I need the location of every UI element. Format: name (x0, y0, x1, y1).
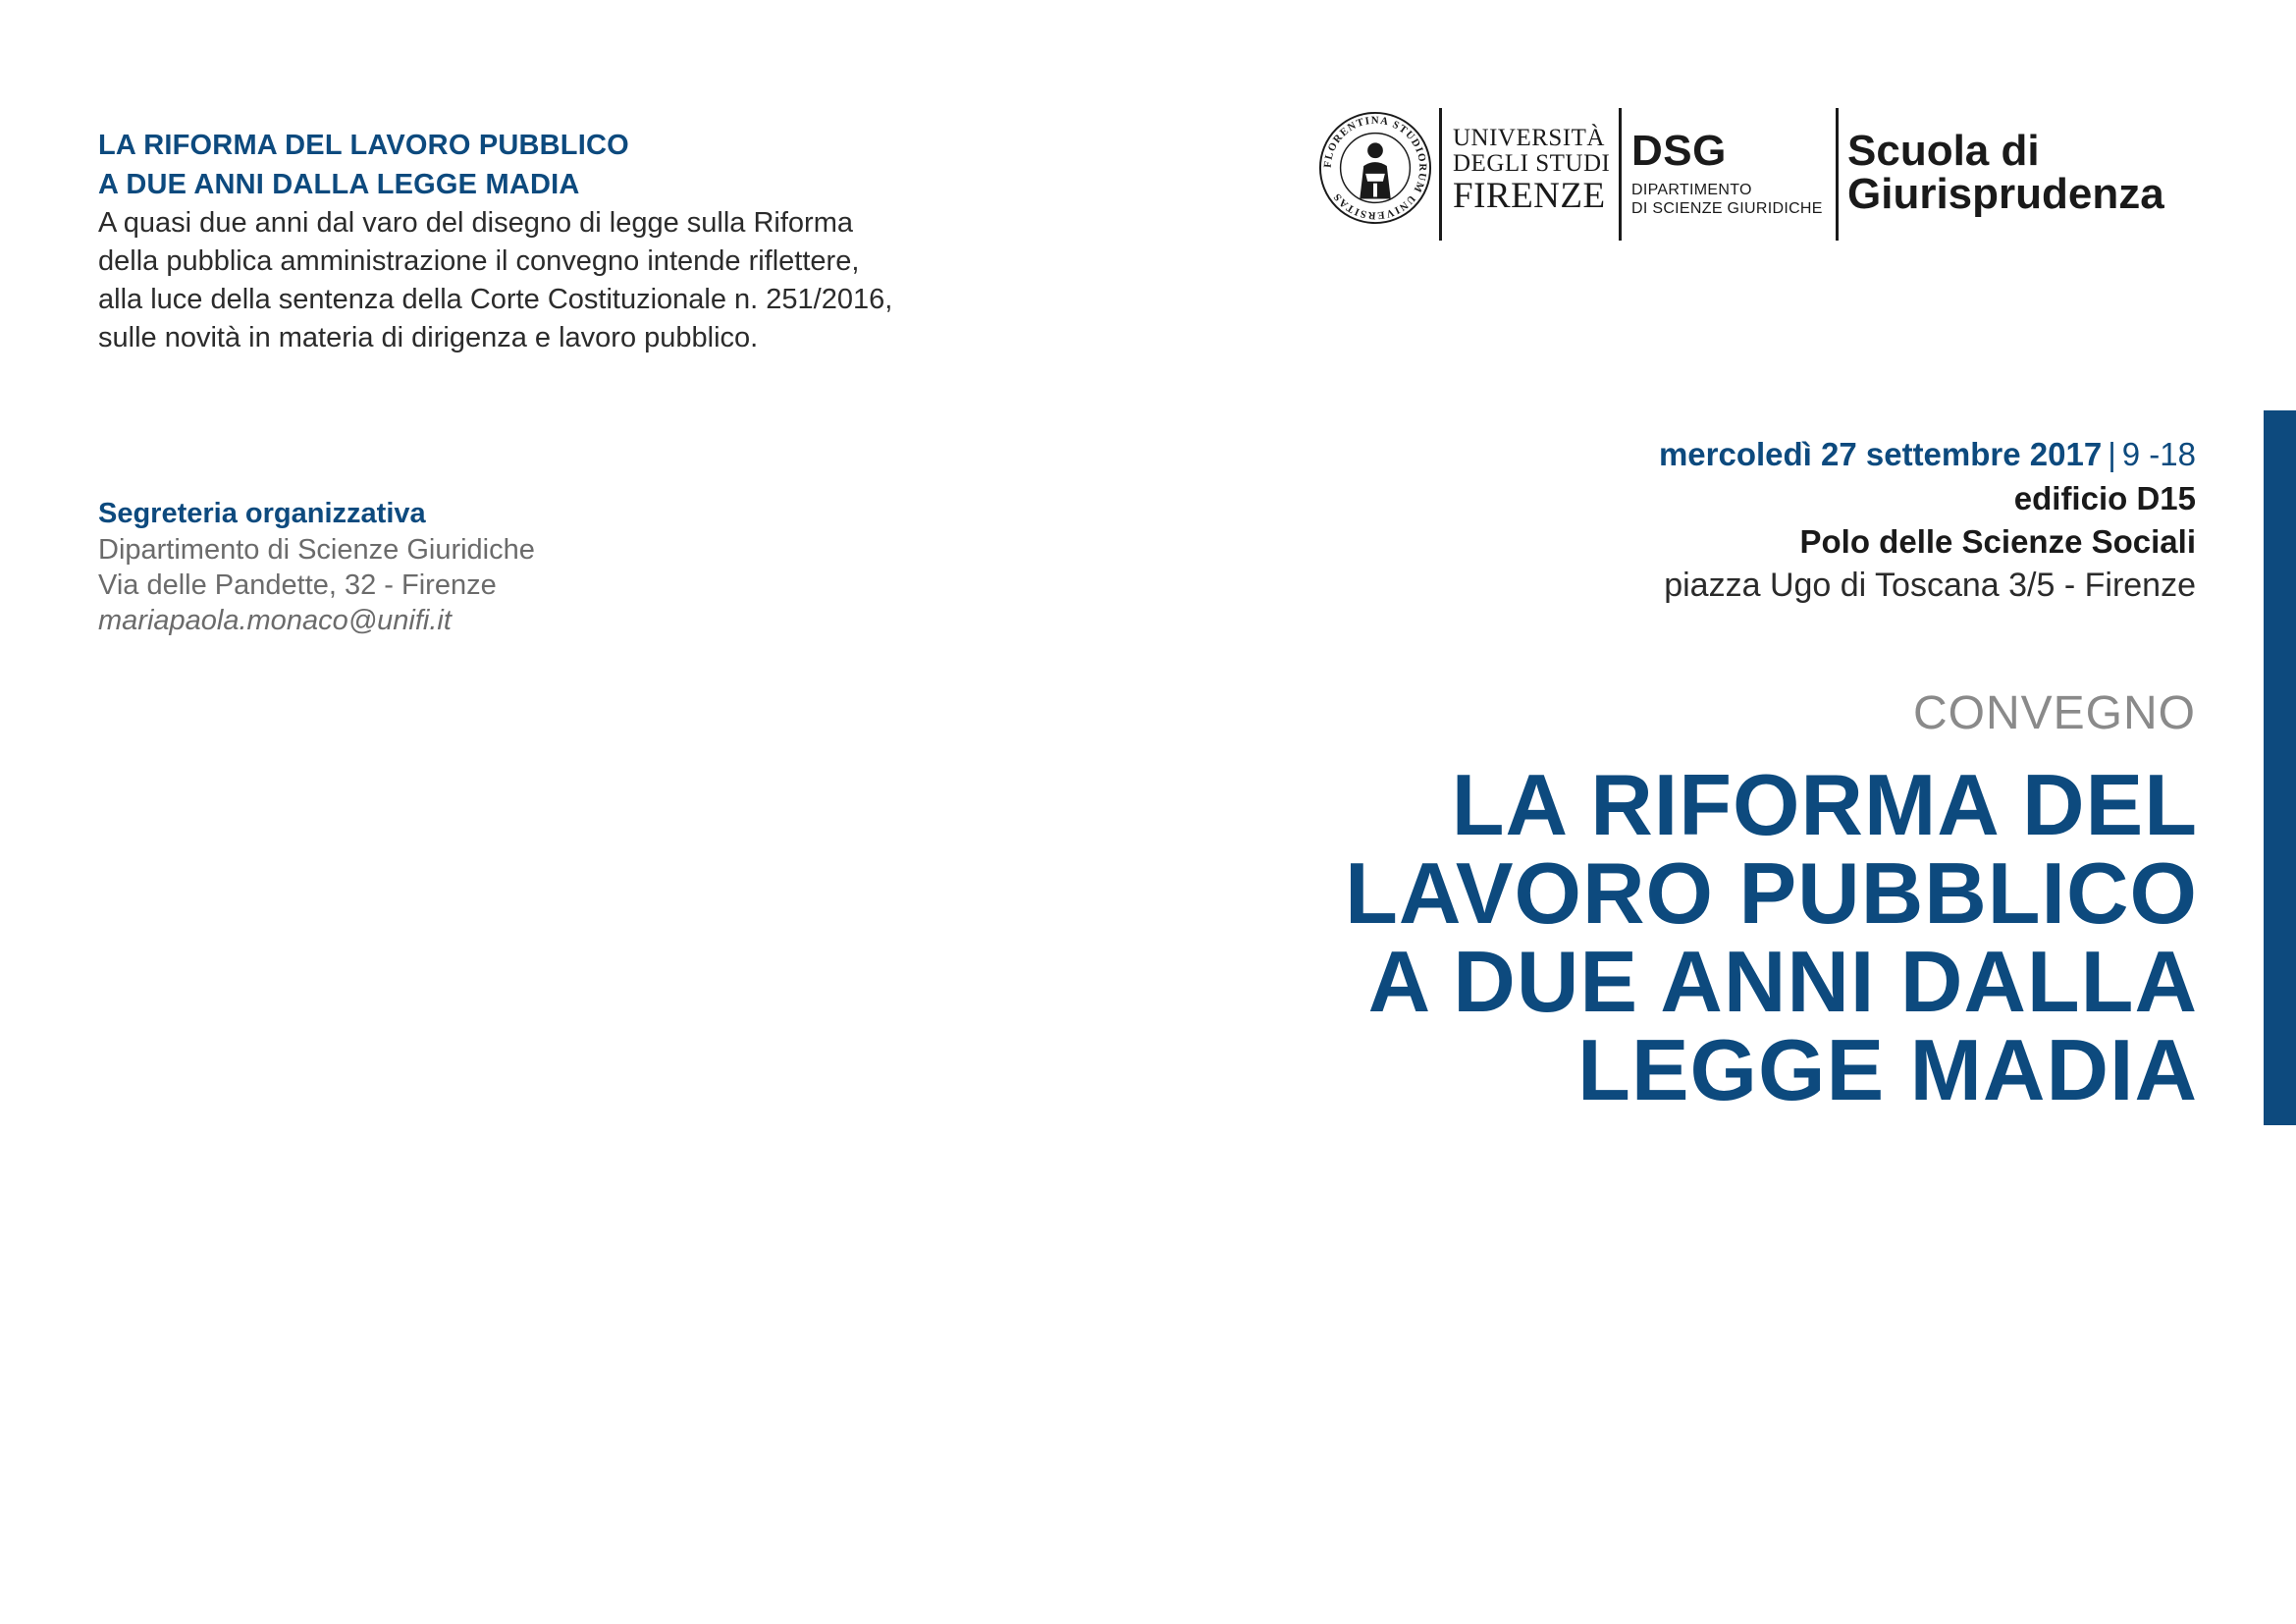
dsg-wordmark (1631, 127, 1823, 218)
university-seal-icon (1317, 110, 1433, 226)
scuola-line-1: Scuola di (1847, 127, 2040, 175)
intro-block (98, 126, 923, 357)
event-separator: | (2108, 436, 2116, 472)
intro-body-line-4: sulle novità in materia di dirigenza e lavoro pubblico. (98, 322, 759, 353)
logo-divider-2 (1619, 108, 1622, 241)
seal-text: FLORENTINA STUDIORUM UNIVERSITAS (1321, 114, 1429, 222)
intro-heading-line-2: A DUE ANNI DALLA LEGGE MADIA (98, 169, 580, 200)
event-time: 9 -18 (2121, 436, 2196, 472)
logo-divider-3 (1836, 108, 1839, 241)
unifi-line-1: UNIVERSITÀ (1453, 125, 1605, 151)
convegno-label: CONVEGNO (1912, 687, 2196, 739)
unifi-line-3: FIRENZE (1453, 176, 1606, 216)
intro-heading-line-1: LA RIFORMA DEL LAVORO PUBBLICO (98, 130, 629, 161)
event-building: edificio D15 (2013, 480, 2196, 516)
segreteria-address: Via delle Pandette, 32 - Firenze (98, 569, 497, 601)
unifi-line-2: DEGLI STUDI (1453, 150, 1611, 177)
dsg-acronym: DSG (1631, 127, 1727, 175)
logo-header (1315, 108, 2199, 245)
main-title (1216, 756, 2198, 1118)
dsg-sub-line-2: DI SCIENZE GIURIDICHE (1631, 200, 1823, 217)
title-line-2: LAVORO PUBBLICO (1345, 844, 2198, 942)
segreteria-department: Dipartimento di Scienze Giuridiche (98, 534, 535, 566)
segreteria-heading: Segreteria organizzativa (98, 498, 426, 529)
title-line-3: A DUE ANNI DALLA (1367, 933, 2198, 1030)
intro-body-line-2: della pubblica amministrazione il convegno intende riflettere, (98, 245, 860, 277)
segreteria-email[interactable]: mariapaola.monaco@unifi.it (98, 605, 452, 636)
dsg-sub-line-1: DIPARTIMENTO (1631, 182, 1752, 198)
scuola-wordmark (1847, 127, 2164, 218)
intro-body-line-1: A quasi due anni dal varo del disegno di legge sulla Riforma (98, 207, 853, 239)
event-address: piazza Ugo di Toscana 3/5 - Firenze (1664, 567, 2196, 604)
event-polo: Polo delle Scienze Sociali (1799, 523, 2196, 560)
event-info (1312, 432, 2196, 607)
unifi-wordmark (1453, 126, 1610, 216)
title-line-4: LEGGE MADIA (1577, 1021, 2198, 1118)
accent-bar (2264, 410, 2296, 1125)
scuola-line-2: Giurisprudenza (1847, 170, 2164, 218)
event-date-line (1312, 432, 2196, 477)
intro-body-line-3: alla luce della sentenza della Corte Costituzionale n. 251/2016, (98, 284, 893, 315)
event-date: mercoledì 27 settembre 2017 (1658, 436, 2103, 472)
title-line-1: LA RIFORMA DEL (1451, 756, 2198, 853)
logo-divider-1 (1439, 108, 1442, 241)
segreteria-block (98, 496, 785, 638)
